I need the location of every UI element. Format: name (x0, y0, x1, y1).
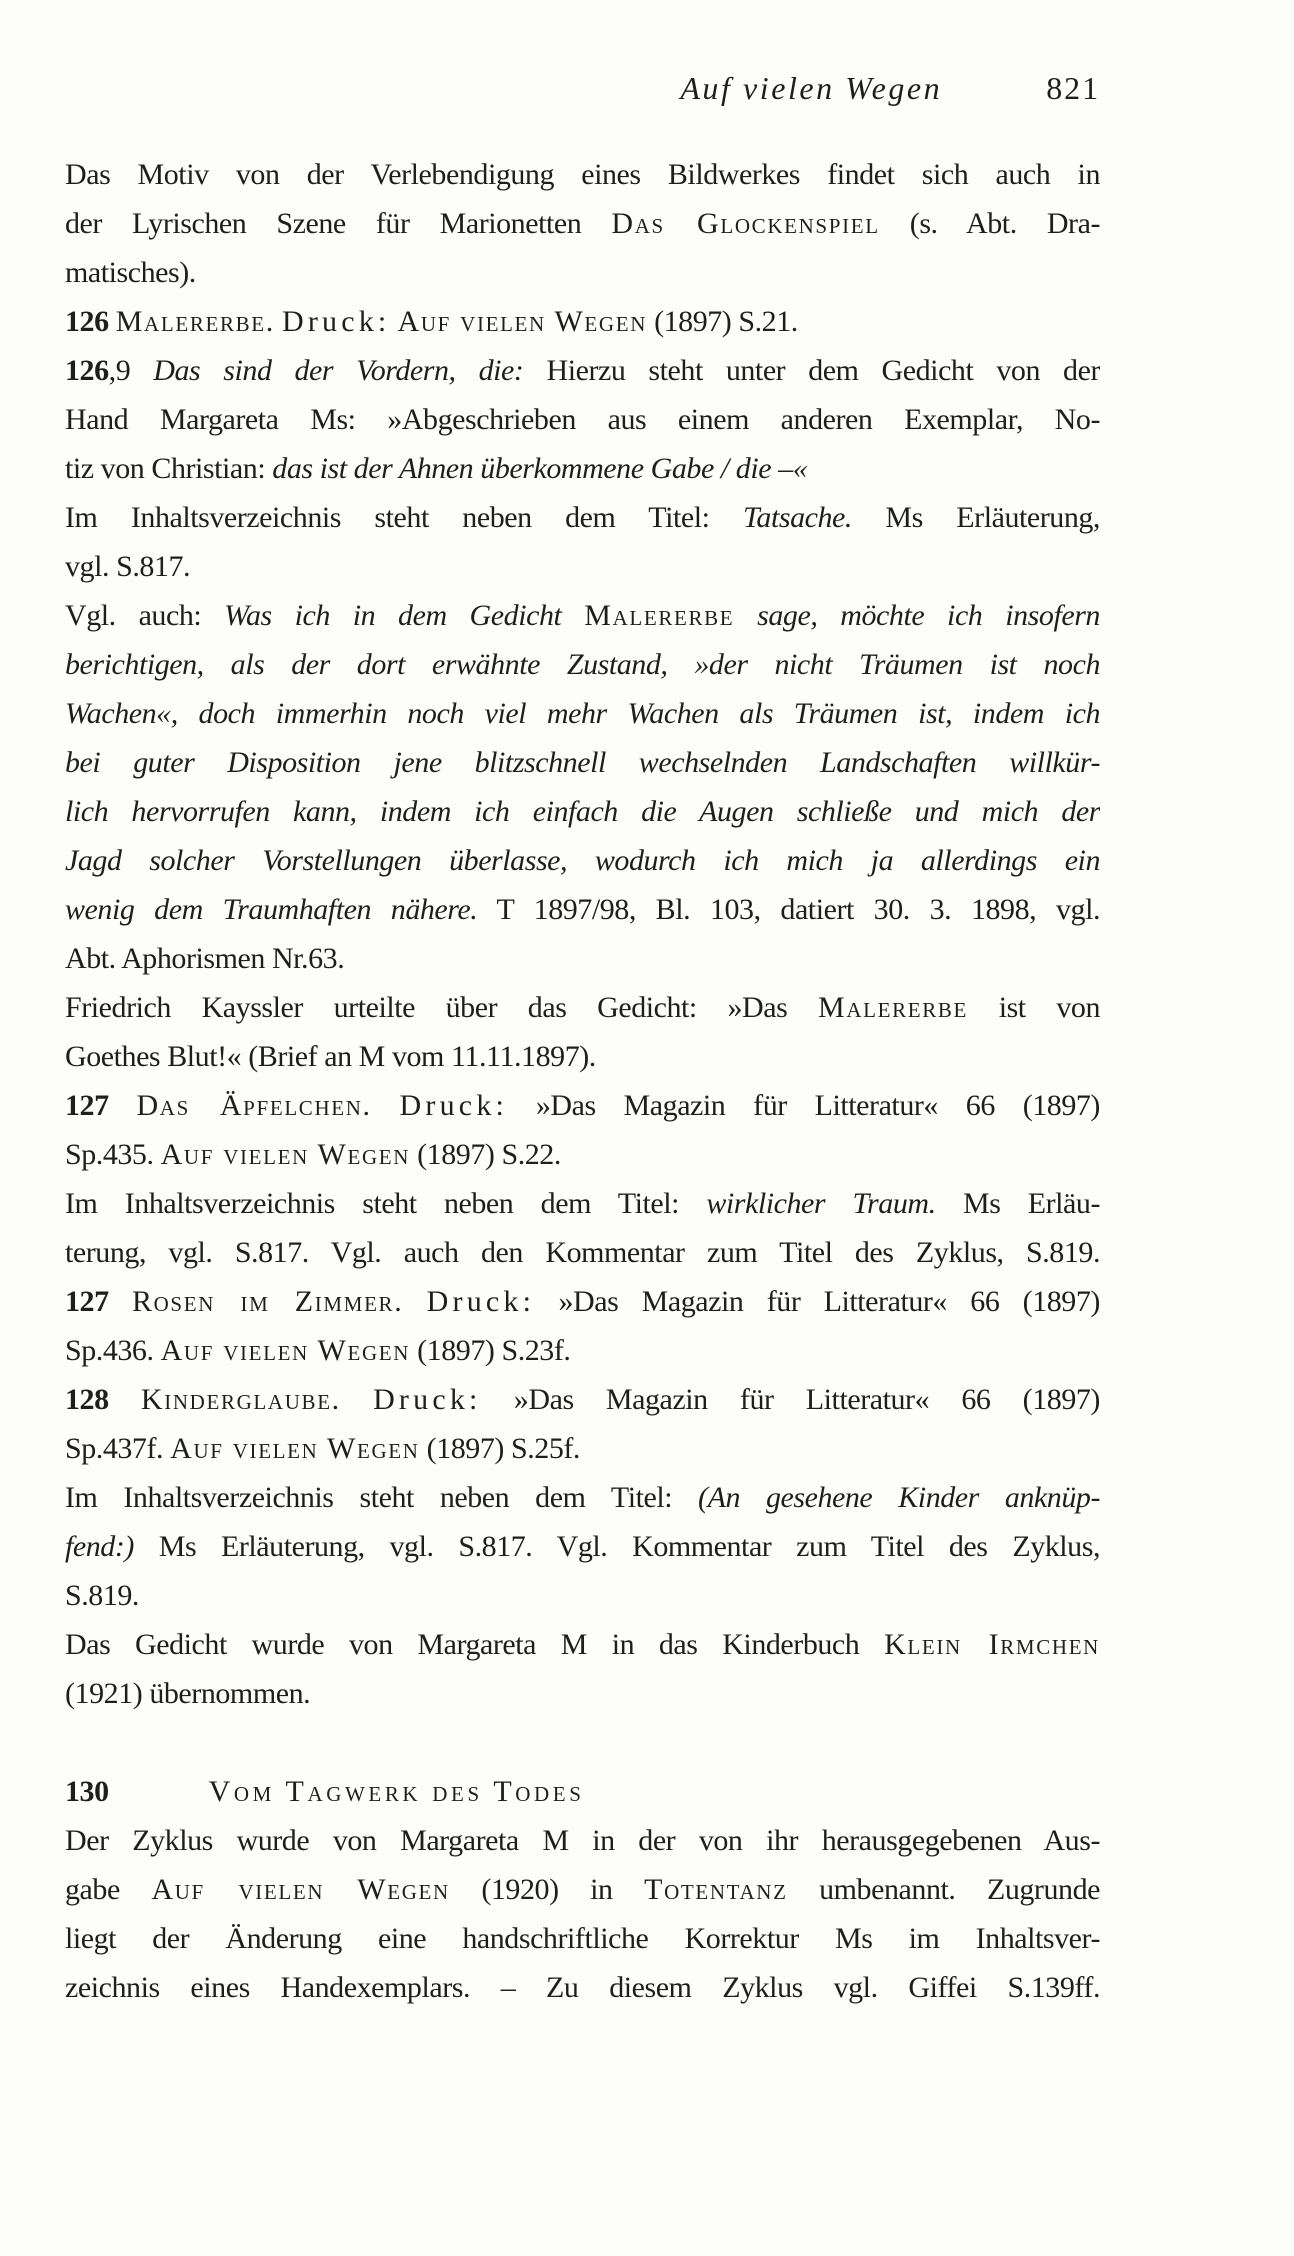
text-segment: das ist der Ahnen überkommene Gabe / die –« (272, 452, 808, 485)
page-number: 821 (1046, 70, 1100, 106)
text-line (65, 444, 1100, 493)
text-segment: Sp.437f. (65, 1432, 171, 1465)
text-segment: »Das Magazin für Litteratur« 66 (1897) (481, 1383, 1100, 1416)
text-line (65, 934, 1100, 983)
text-segment: (1920) in (449, 1873, 645, 1906)
text-segment: Auf vielen Wegen (151, 1873, 450, 1906)
text-segment: (1897) S.22. (410, 1138, 561, 1171)
text-segment (403, 1285, 426, 1318)
text-line (65, 1963, 1100, 2012)
text-segment: Vom Tagwerk des Todes (208, 1775, 585, 1808)
text-line (65, 1571, 1100, 1620)
text-segment: Vgl. auch: (65, 599, 225, 632)
text-segment: Hand Margareta Ms: »Abgeschrieben aus einem anderen Exemplar, No- (65, 403, 1100, 436)
text-segment: »Das Magazin für Litteratur« 66 (1897) (508, 1089, 1100, 1122)
text-line (65, 1865, 1100, 1914)
text-line (65, 1424, 1100, 1473)
text-segment (341, 1383, 373, 1416)
text-line (65, 1130, 1100, 1179)
text-segment: Friedrich Kayssler urteilte über das Gedicht: »Das (65, 991, 818, 1024)
text-line (65, 1669, 1100, 1718)
text-line (65, 591, 1100, 640)
text-line (65, 787, 1100, 836)
text-segment: 126 (65, 305, 109, 338)
text-segment: gabe (65, 1873, 152, 1906)
text-line (65, 1032, 1100, 1081)
text-line (65, 493, 1100, 542)
text-line (65, 1228, 1100, 1277)
text-segment: Das Gedicht wurde von Margareta M in das Kinderbuch (65, 1628, 885, 1661)
running-header (65, 64, 1100, 113)
text-segment (372, 1089, 400, 1122)
text-line (65, 1375, 1100, 1424)
text-segment: Jagd solcher Vorstellungen überlasse, wodurch ich mich ja allerdings ein (65, 844, 1100, 877)
text-line (65, 885, 1100, 934)
text-line (65, 297, 1100, 346)
text-segment: Das Motiv von der Verlebendigung eines Bildwerkes findet sich auch in (65, 158, 1100, 191)
text-segment: bei guter Disposition jene blitzschnell wechselnden Landschaften willkür- (65, 746, 1100, 779)
text-segment: Ms Erläuterung, vgl. S.817. Vgl. Kommentar zum Titel des Zyklus, (133, 1530, 1100, 1563)
text-line (65, 542, 1100, 591)
text-segment: T 1897/98, Bl. 103, datiert 30. 3. 1898, vgl. (477, 893, 1100, 926)
text-line (65, 1326, 1100, 1375)
text-segment (109, 305, 116, 338)
text-segment: Auf vielen Wegen (170, 1432, 420, 1465)
text-segment: »Das Magazin für Litteratur« 66 (1897) (535, 1285, 1100, 1318)
text-segment: (s. Abt. Dra- (879, 207, 1100, 240)
text-segment: Im Inhaltsverzeichnis steht neben dem Titel: (65, 1481, 699, 1514)
text-segment: Druck: (426, 1285, 536, 1318)
text-segment: lich hervorrufen kann, indem ich einfach die Augen schließe und mich der (65, 795, 1100, 828)
text-segment: zeichnis eines Handexemplars. – Zu diesem Zyklus vgl. Giffei S.139ff. (65, 1971, 1100, 2004)
text-block (65, 64, 1100, 2012)
text-segment: Druck: (281, 305, 391, 338)
text-segment: Goethes Blut!« (Brief an M vom 11.11.1897). (65, 1040, 596, 1073)
text-segment (109, 1089, 137, 1122)
text-segment: (1897) S.23f. (410, 1334, 571, 1367)
text-line (65, 346, 1100, 395)
text-segment: ,9 (108, 354, 154, 387)
running-title: Auf vielen Wegen (680, 70, 943, 106)
text-segment: der Lyrischen Szene für Marionetten (65, 207, 612, 240)
text-segment: Auf vielen Wegen (160, 1138, 411, 1171)
text-segment: Kinderglaube. (140, 1383, 341, 1416)
text-segment: Hierzu steht unter dem Gedicht von der (523, 354, 1100, 387)
text-segment: Sp.436. (65, 1334, 161, 1367)
text-segment: Im Inhaltsverzeichnis steht neben dem Titel: (65, 1187, 707, 1220)
text-segment: Malererbe. (115, 305, 275, 338)
text-segment: Auf vielen Wegen (397, 305, 648, 338)
text-segment: Das Glockenspiel (611, 207, 880, 240)
text-segment: berichtigen, als der dort erwähnte Zustand, »der nicht Träumen ist noch (65, 648, 1100, 681)
body-text (65, 150, 1100, 2012)
text-segment: sage, möchte ich insofern (734, 599, 1100, 632)
text-segment: vgl. S.817. (65, 550, 191, 583)
text-segment: Rosen im Zimmer. (131, 1285, 404, 1318)
text-segment: terung, vgl. S.817. Vgl. auch den Kommentar zum Titel des Zyklus, S.819. (65, 1236, 1100, 1269)
text-line (65, 836, 1100, 885)
text-segment: Ms Erläu- (935, 1187, 1100, 1220)
text-segment: Wachen«, doch immerhin noch viel mehr Wachen als Träumen ist, indem ich (65, 697, 1100, 730)
text-segment: 126 (65, 354, 109, 387)
text-line (65, 1914, 1100, 1963)
text-line (65, 1816, 1100, 1865)
text-segment: 127 (65, 1089, 109, 1122)
text-line (65, 1081, 1100, 1130)
text-segment: Abt. Aphorismen Nr.63. (65, 942, 345, 975)
text-segment: (1897) S.21. (647, 305, 798, 338)
text-segment: 128 (65, 1383, 109, 1416)
text-segment: Tatsache. (742, 501, 852, 534)
text-segment: Druck: (399, 1089, 509, 1122)
text-line (65, 1620, 1100, 1669)
text-segment (109, 1285, 132, 1318)
text-segment: wirklicher Traum. (706, 1187, 936, 1220)
text-segment: matisches). (65, 256, 196, 289)
text-segment (109, 1383, 141, 1416)
text-line (65, 248, 1100, 297)
text-segment: Druck: (373, 1383, 482, 1416)
text-segment: S.819. (65, 1579, 139, 1612)
text-segment: umbenannt. Zugrunde (787, 1873, 1100, 1906)
text-segment: Was ich in dem Gedicht (224, 599, 585, 632)
text-line (65, 689, 1100, 738)
text-segment: Malererbe (584, 599, 735, 632)
text-segment: Malererbe (818, 991, 969, 1024)
text-segment: fend:) (65, 1530, 134, 1563)
text-segment (275, 305, 282, 338)
text-segment: Auf vielen Wegen (160, 1334, 411, 1367)
text-line (65, 1473, 1100, 1522)
text-segment: liegt der Änderung eine handschriftliche Korrektur Ms im Inhaltsver- (65, 1922, 1100, 1955)
text-line (65, 738, 1100, 787)
text-line (65, 199, 1100, 248)
text-segment (390, 305, 397, 338)
text-segment: Der Zyklus wurde von Margareta M in der von ihr herausgegebenen Aus- (65, 1824, 1100, 1857)
text-line (65, 1277, 1100, 1326)
text-line (65, 150, 1100, 199)
text-segment: Das sind der Vordern, die: (153, 354, 524, 387)
text-segment: Ms Erläuterung, (851, 501, 1100, 534)
text-segment: Das Äpfelchen. (136, 1089, 372, 1122)
text-segment: Totentanz (644, 1873, 788, 1906)
text-line (65, 1179, 1100, 1228)
text-segment: 130 (65, 1775, 109, 1808)
text-segment: 127 (65, 1285, 109, 1318)
text-segment: Klein Irmchen (884, 1628, 1100, 1661)
text-segment: Sp.435. (65, 1138, 161, 1171)
text-segment: wenig dem Traumhaften nähere. (65, 893, 478, 926)
text-segment: (1921) übernommen. (65, 1677, 311, 1710)
text-segment: tiz von Christian: (65, 452, 273, 485)
text-segment: (1897) S.25f. (419, 1432, 580, 1465)
text-segment: (An gesehene Kinder anknüp- (698, 1481, 1100, 1514)
text-line (65, 983, 1100, 1032)
text-line (65, 395, 1100, 444)
text-line (65, 640, 1100, 689)
text-line (65, 1522, 1100, 1571)
text-segment: ist von (968, 991, 1100, 1024)
section-heading-line (65, 1767, 1100, 1816)
text-segment: Im Inhaltsverzeichnis steht neben dem Titel: (65, 501, 743, 534)
